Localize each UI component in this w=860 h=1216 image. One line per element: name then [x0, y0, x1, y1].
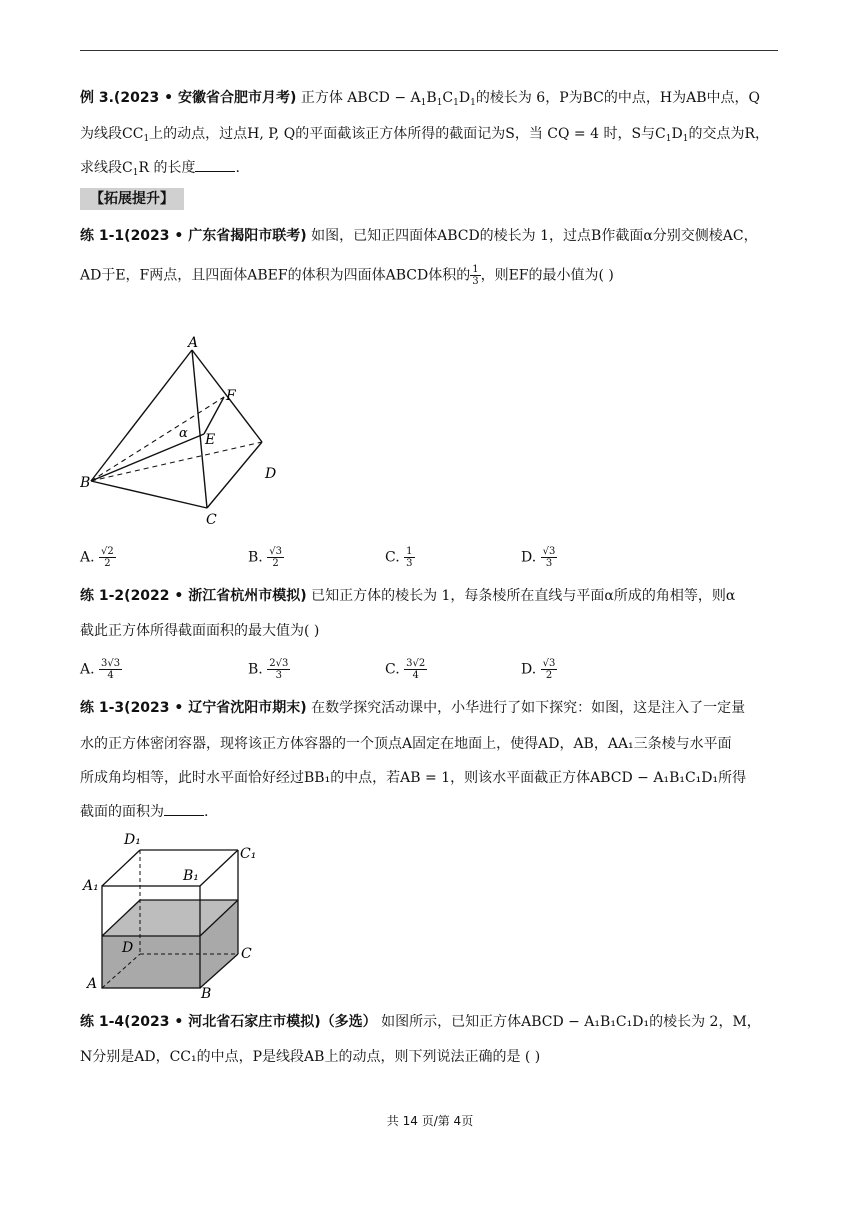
- label-D: D: [265, 466, 277, 482]
- practice-1-4-line-2: N分别是AD，CC₁的中点，P是线段AB上的动点，则下列说法正确的是 ( ): [80, 1049, 541, 1065]
- practice-1-2-line-2: 截此正方体所得截面面积的最大值为( ): [80, 623, 320, 639]
- practice-1-4-line-1: 练 1-4(2023 • 河北省石家庄市模拟)（多选） 如图所示，已知正方体ABCD − A₁B₁C₁D₁的棱长为 2，M，: [80, 1014, 761, 1030]
- label-A: A: [87, 976, 98, 992]
- label-B: B: [80, 475, 91, 491]
- label-alpha: α: [179, 426, 188, 441]
- label-F: F: [226, 388, 236, 404]
- example-3-label: 例 3.(2023 • 安徽省合肥市月考): [80, 90, 297, 106]
- practice-1-3-label: 练 1-3(2023 • 辽宁省沈阳市期末): [80, 700, 307, 716]
- option-c[interactable]: C. $\frac{1}{3}$: [385, 546, 413, 569]
- practice-1-1-line-1: 练 1-1(2023 • 广东省揭阳市联考) 如图，已知正四面体ABCD的棱长为 1，过点B作截面α分别交侧棱AC，: [80, 228, 758, 244]
- fraction: $\frac{1}{3}$: [472, 264, 479, 287]
- example-3-line-3: 求线段$C_1R$ 的长度 .: [80, 160, 240, 178]
- practice-1-3-line-1: 练 1-3(2023 • 辽宁省沈阳市期末) 在数学探究活动课中，小华进行了如下探究：如图，这是注入了一定量: [80, 700, 746, 716]
- label-E: E: [205, 432, 216, 448]
- practice-1-3-line-2: 水的正方体密闭容器，现将该正方体容器的一个顶点A固定在地面上，使得AD，AB，AA₁三条棱与水平面: [80, 736, 732, 752]
- page-footer: 共 14 页/第 4页: [386, 1114, 474, 1128]
- example-3-line-2: 为线段$CC_1$上的动点，过点H, P, Q的平面截该正方体所得的截面记为S，当 CQ = 4 时，S与$C_1D_1$的交点为R，: [80, 126, 770, 144]
- practice-1-4-label: 练 1-4(2023 • 河北省石家庄市模拟)（多选）: [80, 1014, 377, 1030]
- option-d[interactable]: D. $\frac{√3}{2}$: [521, 658, 556, 681]
- label-C: C: [206, 512, 217, 528]
- section-tag: 【拓展提升】: [80, 188, 184, 210]
- practice-1-3-line-4: 截面的面积为 .: [80, 804, 209, 820]
- practice-1-1-label: 练 1-1(2023 • 广东省揭阳市联考): [80, 228, 307, 244]
- practice-1-2-label: 练 1-2(2022 • 浙江省杭州市模拟): [80, 588, 307, 604]
- tetrahedron-figure: [80, 330, 290, 530]
- label-D1: D₁: [124, 832, 141, 848]
- answer-blank: [195, 159, 235, 172]
- option-a[interactable]: A. $\frac{√2}{2}$: [80, 546, 114, 569]
- practice-1-3-line-3: 所成角均相等，此时水平面恰好经过BB₁的中点，若AB = 1，则该水平面截正方体ABCD − A₁B₁C₁D₁所得: [80, 770, 747, 786]
- header-rule: [80, 50, 778, 51]
- label-A: A: [188, 335, 199, 351]
- option-b[interactable]: B. $\frac{√3}{2}$: [248, 546, 282, 569]
- option-a[interactable]: A. $\frac{3√3}{4}$: [80, 658, 121, 681]
- option-d[interactable]: D. $\frac{√3}{3}$: [521, 546, 556, 569]
- answer-blank: [164, 803, 204, 816]
- example-3-line-1: 例 3.(2023 • 安徽省合肥市月考) 正方体 ABCD − $A_1B_1C_1D_1$的棱长为 6，P为BC的中点，H为AB中点，Q: [80, 90, 760, 108]
- label-C: C: [241, 946, 252, 962]
- label-D: D: [122, 940, 134, 956]
- label-C1: C₁: [240, 846, 257, 862]
- label-A1: A₁: [83, 878, 99, 894]
- option-c[interactable]: C. $\frac{3√2}{4}$: [385, 658, 426, 681]
- cube-container-figure: [80, 828, 270, 1004]
- option-b[interactable]: B. $\frac{2√3}{3}$: [248, 658, 289, 681]
- practice-1-2-line-1: 练 1-2(2022 • 浙江省杭州市模拟) 已知正方体的棱长为 1，每条棱所在直线与平面α所成的角相等，则α: [80, 588, 736, 604]
- practice-1-1-line-2: AD于E，F两点，且四面体ABEF的体积为四面体ABCD体积的 $\frac{1}{3}$ ，则EF的最小值为( ): [80, 264, 614, 287]
- label-B: B: [201, 986, 212, 1002]
- label-B1: B₁: [183, 868, 199, 884]
